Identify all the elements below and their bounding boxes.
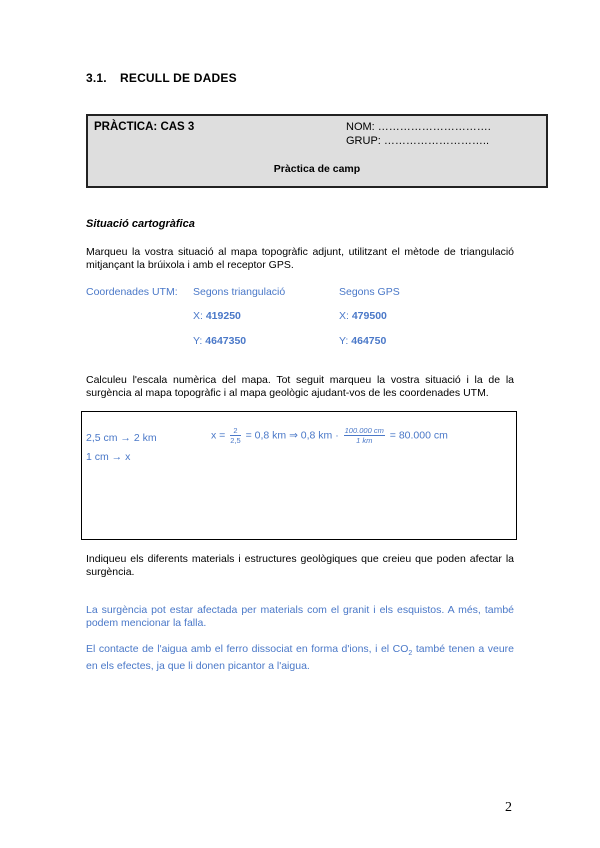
fraction-denominator: 1 km <box>356 436 373 445</box>
co2-subscript: 2 <box>408 650 413 658</box>
gps-column-label: Segons GPS <box>339 286 400 298</box>
situacio-heading: Situació cartogràfica <box>86 218 195 230</box>
materials-instruction: Indiqueu els diferents materials i estructures geològiques que creieu que poden afectar la surgència. <box>86 553 514 578</box>
situacio-instruction: Marqueu la vostra situació al mapa topogràfic adjunt, utilitzant el mètode de triangulació mitjançant la brúixola i amb el receptor GPS. <box>86 246 514 271</box>
equation-result: = 80.000 cm <box>389 429 448 442</box>
x-gps-value: 479500 <box>351 310 387 322</box>
scale-equation <box>211 426 448 445</box>
materials-answer-1: La surgència pot estar afectada per materials com el granit i els esquistos. A més, també podem mencionar la falla. <box>86 604 514 629</box>
answer-2-text-b: també tenen a veure en els efectes, ja que li donen picantor a l'aigua. <box>86 643 514 673</box>
y-gps-value: 464750 <box>351 335 387 347</box>
group-field: GRUP: ……………………….. <box>346 135 490 147</box>
practice-subtitle: Pràctica de camp <box>273 163 361 175</box>
escala-instruction: Calculeu l'escala numèrica del mapa. Tot seguit marqueu la vostra situació i la de la surgència al mapa topogràfic i al mapa geològic ajudant-vos de les coordenades UTM. <box>86 374 514 399</box>
answer-2-text-a: El contacte de l'aigua amb el ferro dissociat en forma d'ions, i el CO <box>86 643 409 655</box>
x-triangulation-value: 419250 <box>205 310 241 322</box>
fraction-unit-conversion <box>344 426 385 445</box>
y-prefix: Y: <box>193 335 203 347</box>
practice-label: PRÀCTICA: CAS 3 <box>94 121 195 133</box>
fraction-2-over-2-5 <box>230 426 240 445</box>
y-prefix: Y: <box>339 335 349 347</box>
escala-answer-box <box>81 411 517 540</box>
coords-label: Coordenades UTM: <box>86 286 178 298</box>
page-number: 2 <box>505 800 512 815</box>
y-gps <box>339 335 386 347</box>
name-field: NOM: …………………………. <box>346 121 491 133</box>
triangulation-column-label: Segons triangulació <box>193 286 286 298</box>
x-prefix: X: <box>193 310 203 322</box>
section-number: 3.1. <box>86 71 107 85</box>
materials-answer-2 <box>86 643 514 673</box>
y-triangulation-value: 4647350 <box>205 335 247 347</box>
scale-line-1: 2,5 cm → 2 km <box>86 432 157 444</box>
y-triangulation <box>193 335 246 347</box>
equation-middle: = 0,8 km ⇒ 0,8 km · <box>245 429 339 442</box>
equation-x: x = <box>211 429 226 442</box>
x-gps <box>339 310 387 322</box>
section-title-text: RECULL DE DADES <box>120 71 237 85</box>
scale-line-2: 1 cm → x <box>86 451 131 463</box>
practice-header-box <box>86 114 548 188</box>
x-triangulation <box>193 310 241 322</box>
fraction-denominator: 2,5 <box>230 436 241 445</box>
x-prefix: X: <box>339 310 349 322</box>
section-title <box>86 71 237 85</box>
fraction-numerator: 2 <box>230 426 240 436</box>
fraction-numerator: 100.000 cm <box>344 426 384 435</box>
